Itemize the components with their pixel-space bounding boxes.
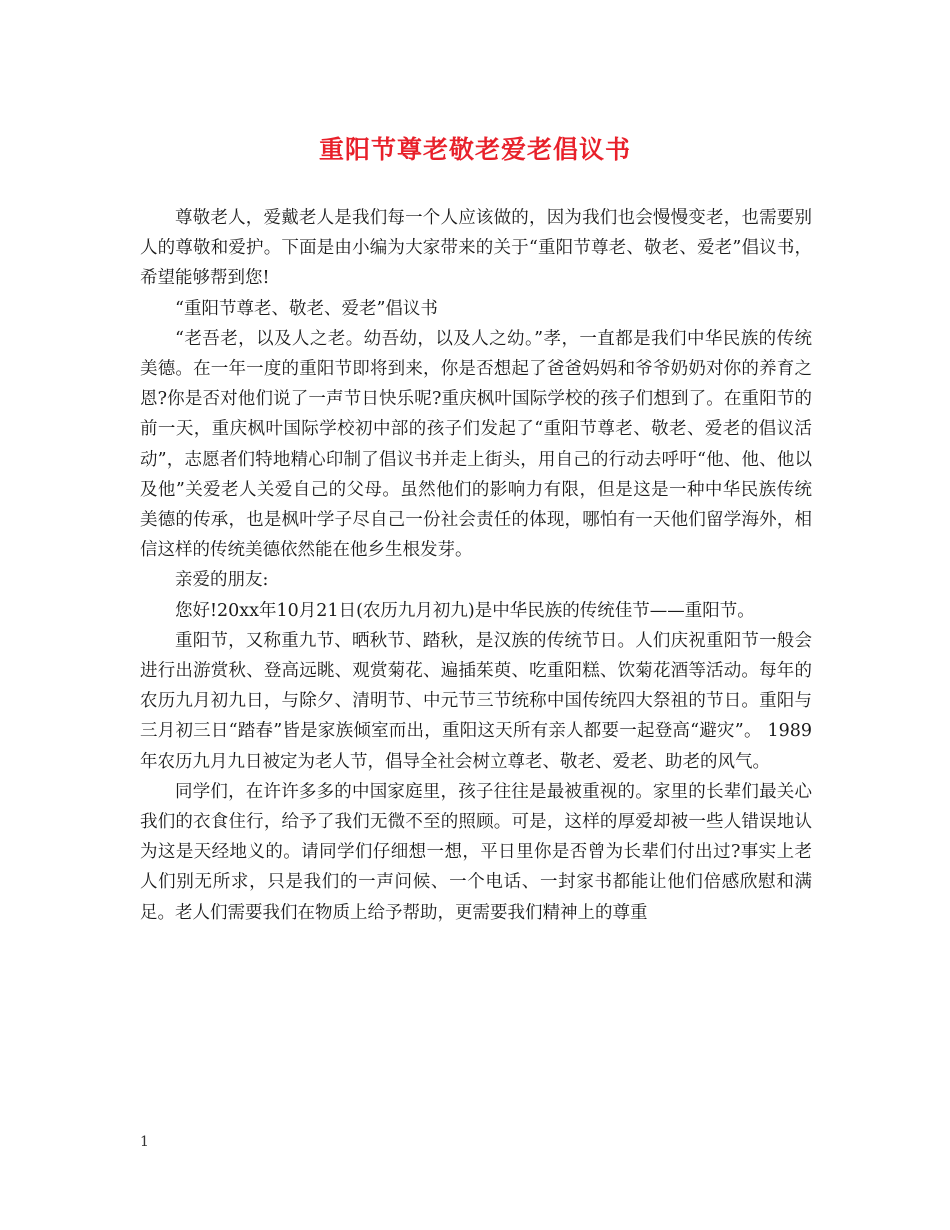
greeting-paragraph: 您好!20xx年10月21日(农历九月初九)是中华民族的传统佳节——重阳节。 (175, 600, 755, 621)
subheading-paragraph: “重阳节尊老、敬老、爱老”倡议书 (175, 298, 438, 319)
page-number: 1 (140, 1134, 149, 1150)
quote-paragraph: “老吾老，以及人之老。幼吾幼，以及人之幼。”孝，一直都是我们中华民族的传统美德。在一年一度的重阳节即将到来，你是否想起了爸爸妈妈和爷爷奶奶对你的养育之恩?你是否对他们说了一声节日快乐呢?重庆枫叶国际学校的孩子们想到了。在重阳节的前一天，重庆枫叶国际学校初中部的孩子们发起了“重阳节尊老、敬老、爱老的倡议活动”，志愿者们特地精心印制了倡议书并走上街头，用自己的行动去呼吁“他、他、他以及他”关爱老人关爱自己的父母。虽然他们的影响力有限，但是这是一种中华民族传统美德的传承，也是枫叶学子尽自己一份社会责任的体现，哪怕有一天他们留学海外，相信这样的传统美德依然能在他乡生根发芽。 (140, 328, 812, 561)
festival-paragraph: 重阳节，又称重九节、晒秋节、踏秋，是汉族的传统节日。人们庆祝重阳节一般会进行出游赏秋、登高远眺、观赏菊花、遍插茱萸、吃重阳糕、饮菊花酒等活动。每年的农历九月初九日，与除夕、清明节、中元节三节统称中国传统四大祭祖的节日。重阳与三月初三日“踏春”皆是家族倾室而出，重阳这天所有亲人都要一起登高“避灾”。 1989年农历九月九日被定为老人节，倡导全社会树立尊老、敬老、爱老、助老的风气。 (140, 630, 812, 772)
intro-paragraph: 尊敬老人，爱戴老人是我们每一个人应该做的，因为我们也会慢慢变老，也需要别人的尊敬和爱护。下面是由小编为大家带来的关于“重阳节尊老、敬老、爱老”倡议书，希望能够帮到您! (140, 208, 812, 289)
document-title: 重阳节尊老敬老爱老倡议书 (318, 135, 631, 164)
salutation-paragraph: 亲爱的朋友: (175, 570, 269, 591)
students-paragraph: 同学们，在许许多多的中国家庭里，孩子往往是最被重视的。家里的长辈们最关心我们的衣食住行，给予了我们无微不至的照顾。可是，这样的厚爱却被一些人错误地认为这是天经地义的。请同学们仔细想一想，平日里你是否曾为长辈们付出过?事实上老人们别无所求，只是我们的一声问候、一个电话、一封家书都能让他们倍感欣慰和满足。老人们需要我们在物质上给予帮助，更需要我们精神上的尊重 (140, 781, 812, 923)
document-body (140, 203, 812, 928)
